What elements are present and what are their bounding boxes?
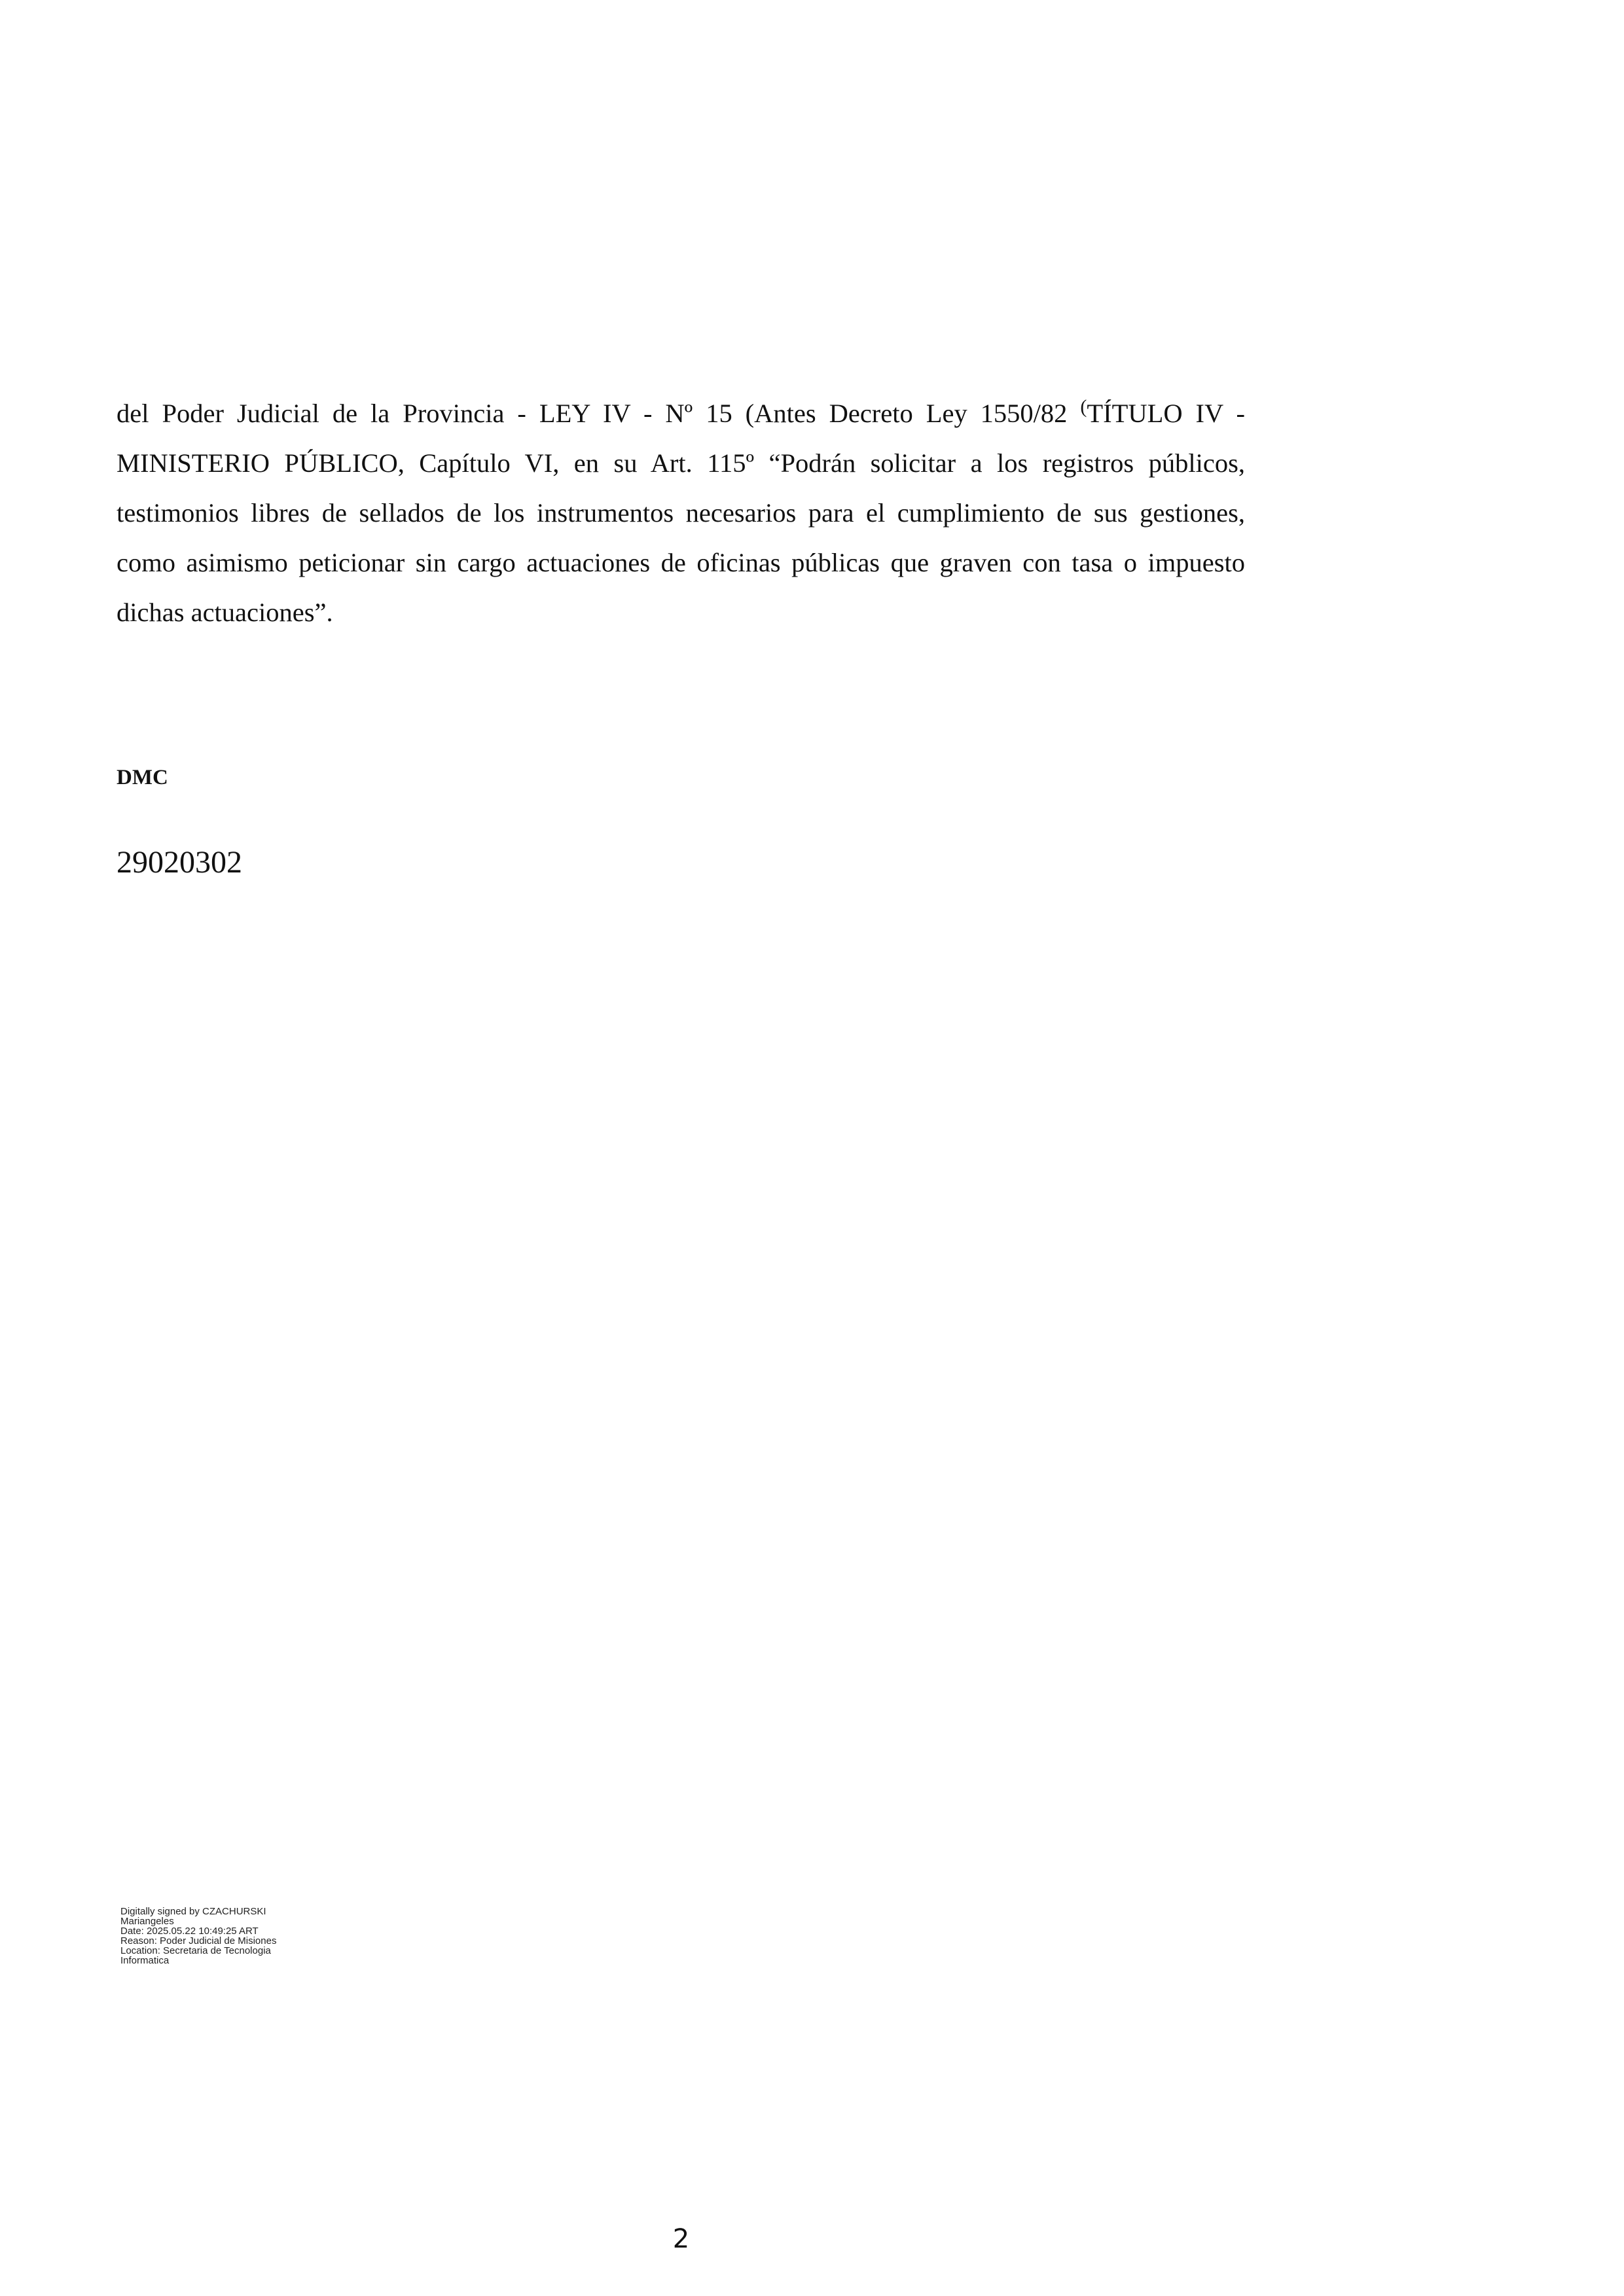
paragraph-line: MINISTERIO PÚBLICO, Capítulo VI, en su Art. 115º “Podrán solicitar a los registros públicos,: [117, 448, 1245, 478]
paragraph-line: como asimismo peticionar sin cargo actuaciones de oficinas públicas que graven con tasa o impuesto: [117, 548, 1245, 577]
author-initials: DMC: [117, 766, 168, 789]
body-paragraph: [117, 389, 1245, 637]
digital-signature-block: [120, 1907, 276, 1965]
signature-line: Date: 2025.05.22 10:49:25 ART: [120, 1926, 259, 1937]
signature-line: Mariangeles: [120, 1916, 174, 1927]
paragraph-line-tail: TÍTULO IV -: [1087, 399, 1245, 428]
signature-line: Location: Secretaria de Tecnologia: [120, 1945, 271, 1956]
signature-line: Informatica: [120, 1955, 170, 1966]
signature-line: Reason: Poder Judicial de Misiones: [120, 1935, 277, 1946]
superscript-paren: (: [1080, 396, 1087, 418]
document-number: 29020302: [117, 845, 242, 880]
paragraph-line: dichas actuaciones”.: [117, 598, 333, 627]
paragraph-line: [117, 389, 1245, 439]
paragraph-line: testimonios libres de sellados de los instrumentos necesarios para el cumplimiento de sus gestiones,: [117, 498, 1245, 528]
signature-line: Digitally signed by CZACHURSKI: [120, 1906, 266, 1917]
paragraph-line-text: del Poder Judicial de la Provincia - LEY IV - Nº 15 (Antes Decreto Ley 1550/82: [117, 399, 1081, 428]
page-number: 2: [672, 2224, 690, 2254]
